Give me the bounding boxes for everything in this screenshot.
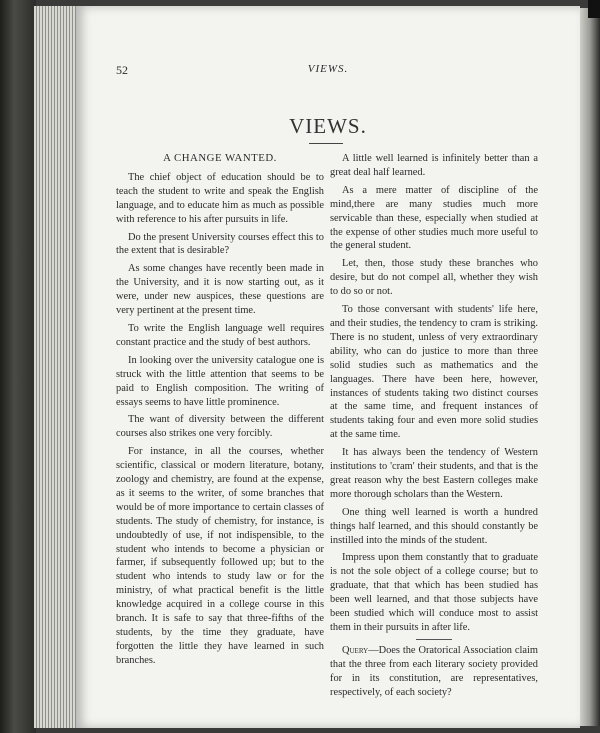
paragraph: The chief object of education should be to teach the student to write and speak the English language, and to educate him as much as possible with reference to his after pursuits in life. xyxy=(116,171,324,225)
paragraph: Impress upon them constantly that to graduate is not the sole object of a college course; but to graduate, that that which has been studied has been well learned, and that those subjects have been studied which will conduce most to assist them in their pursuits in after life. xyxy=(330,552,538,633)
paragraph: For instance, in all the courses, whether scientific, classical or modern literature, botany, zoology and chemistry, are found at the expense, as it seems to the writer, of some branches that would be of more importance to certain classes of students. The study of chemistry, for instance, is undoubtedly of use, if not indispensible, to the student who intends to become a physician or farmer, if subsequently followed up; but to the student who intends to study law or for the ministry, of what practical benefit is the little knowledge acquired in a college course in this branch. It is safe to say that three-fifths of the students, by the time they graduate, have forgotten the little they have learned in such branches. xyxy=(116,446,324,666)
paragraph: To those conversant with students' life here, and their studies, the tendency to cram is striking. There is no student, unless of very extraordinary ability, who can do justice to more than three solid studies such as mathematics and the languages. There have been here, however, instances of students taking two distinct courses at the same time, and frequent instances of students taking four and even more solid studies at the same time. xyxy=(330,304,538,441)
page-right-edge xyxy=(580,8,600,726)
title-rule xyxy=(309,143,343,144)
paragraph: One thing well learned is worth a hundred things half learned, and this should constantly be instilled into the minds of the student. xyxy=(330,506,538,546)
paragraph: Let, then, those study these branches who desire, but do not compel all, whether they wish to do so or not. xyxy=(330,258,538,298)
article-title: A CHANGE WANTED. xyxy=(163,152,277,164)
left-column xyxy=(116,152,324,672)
page-number: 52 xyxy=(116,63,128,77)
page-title: VIEWS. xyxy=(289,114,367,138)
query-text: —Does the Oratorical Association claim that the three from each literary society provided for in its constitution, are representatives, respectively, of each society? xyxy=(330,644,538,698)
paragraph: In looking over the university catalogue one is struck with the little attention that seems to be paid to English composition. The writing of essays seems to have little prominence. xyxy=(116,354,324,408)
page-edges xyxy=(34,6,77,728)
query-paragraph xyxy=(330,644,538,700)
corner-clip xyxy=(588,0,600,18)
query-label: Query xyxy=(342,644,369,656)
book-page xyxy=(76,6,580,728)
paragraph: A little well learned is infinitely better than a great deal half learned. xyxy=(330,153,538,178)
running-title: VIEWS. xyxy=(307,63,349,75)
section-divider xyxy=(416,639,452,640)
book-spine xyxy=(0,0,36,733)
right-column xyxy=(330,152,538,704)
paragraph: As some changes have recently been made in the University, and it is now starting out, as it were, under new auspices, these questions are very pertinent at the present time. xyxy=(116,263,324,317)
paragraph: The want of diversity between the different courses also strikes one very forcibly. xyxy=(116,414,324,440)
running-head xyxy=(76,63,580,79)
paragraph: As a mere matter of discipline of the mind,there are many studies much more servicable than these, especially when studied at the expense of other studies much more useful to the general student. xyxy=(330,184,538,252)
paragraph: To write the English language well requires constant practice and the study of best authors. xyxy=(116,322,324,348)
paragraph: It has always been the tendency of Western institutions to 'cram' their students, and that is the great reason why the best Eastern colleges make more thorough scholars than the Western. xyxy=(330,447,538,500)
paragraph: Do the present University courses effect this to the extent that is desirable? xyxy=(116,231,324,257)
